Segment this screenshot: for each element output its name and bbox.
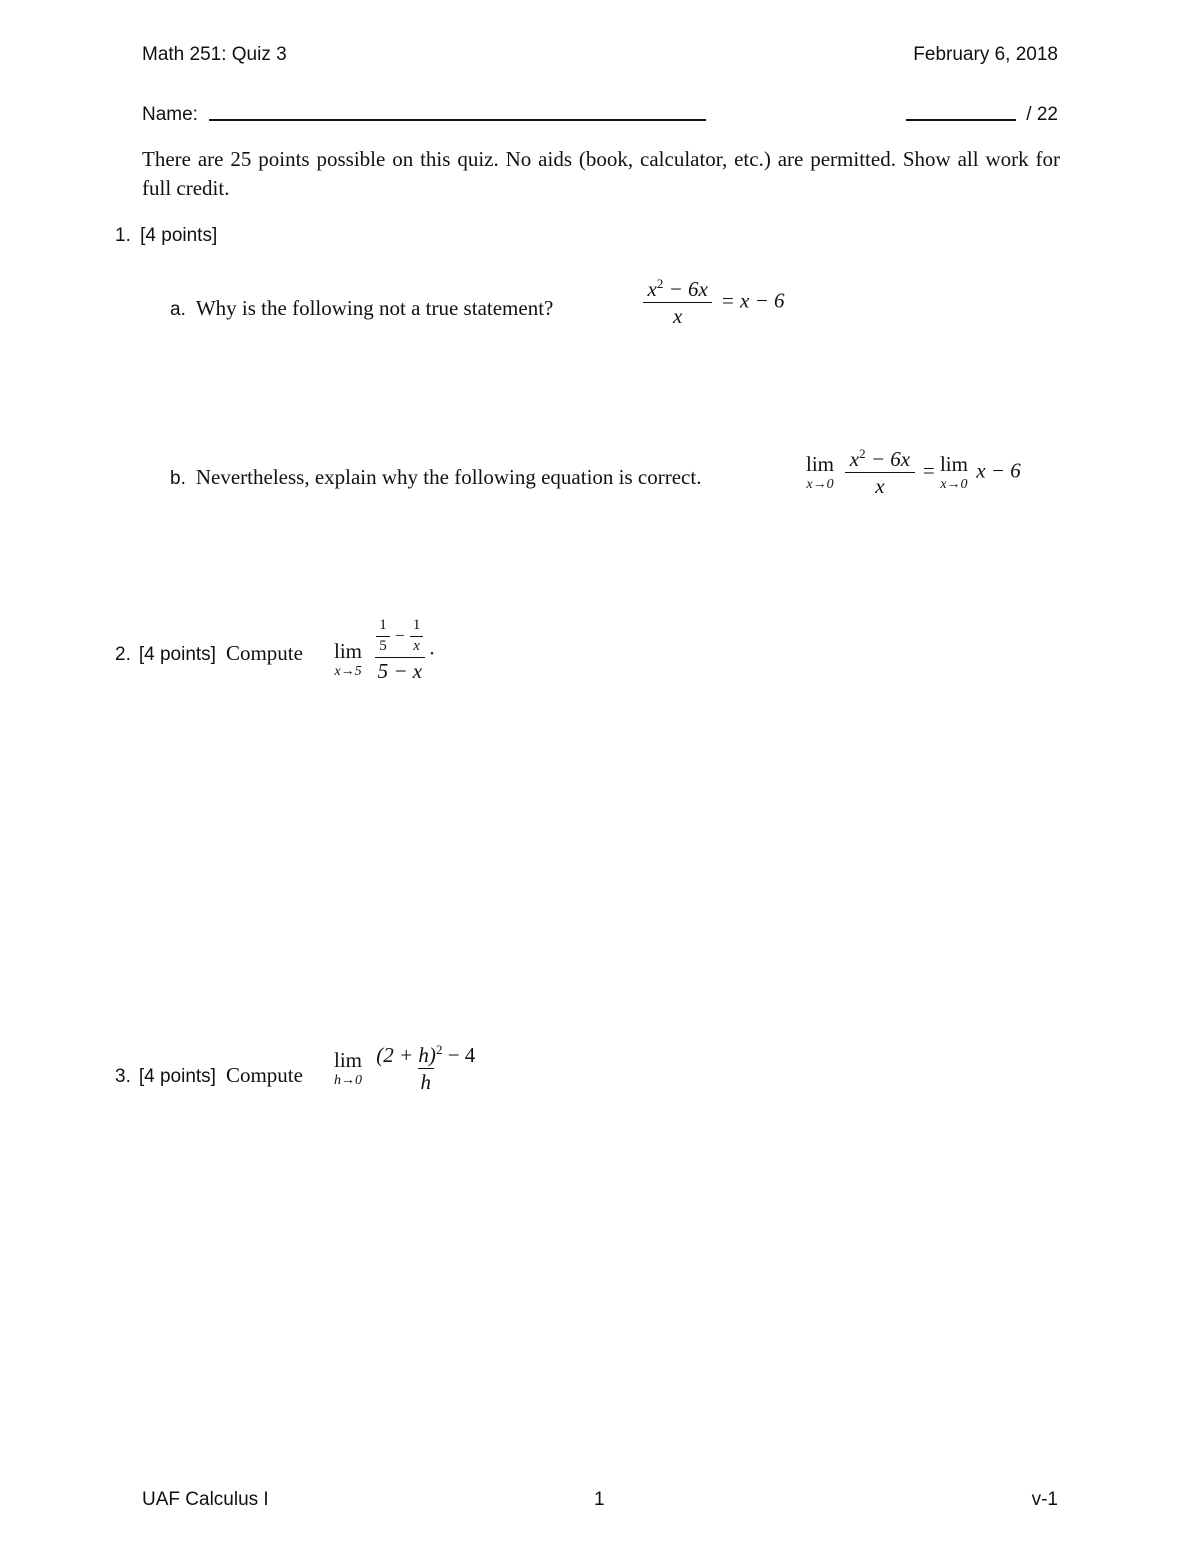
quiz-date: February 6, 2018 [913, 44, 1058, 65]
question-points: [4 points] [138, 644, 216, 665]
fraction: $\frac{x^2 - 6x}{x}$ [643, 278, 712, 327]
question-number: 3. [115, 1066, 131, 1087]
question-number: 2. [115, 644, 131, 665]
question-1a [170, 296, 553, 321]
question-2 [115, 641, 303, 666]
question-text: Compute [225, 641, 303, 665]
part-text: Nevertheless, explain why the following equation is correct. [195, 465, 702, 489]
question-1a-equation [640, 278, 785, 327]
question-points: [4 points] [138, 1066, 216, 1087]
name-blank-line[interactable] [209, 119, 706, 121]
question-text: Compute [225, 1063, 303, 1087]
fraction: $\frac{(2 + h)^2 - 4}{h}$ [376, 1042, 476, 1095]
name-label: Name: [142, 104, 198, 125]
footer-page-number: 1 [594, 1489, 605, 1510]
limit: lim x→5 [334, 638, 363, 679]
rhs: = x − 6 [720, 288, 785, 313]
part-label: a. [170, 299, 186, 320]
question-number: 1. [115, 225, 131, 246]
fraction: $\frac{x^2 - 6x}{x}$ [845, 448, 914, 497]
score-blank-line[interactable] [906, 119, 1016, 121]
question-1b [170, 465, 701, 490]
limit: lim x→0 [939, 451, 968, 492]
part-label: b. [170, 468, 186, 489]
question-3-expression [334, 1044, 481, 1093]
limit: lim x→0 [806, 451, 835, 492]
instructions: There are 25 points possible on this quiz. No aids (book, calculator, etc.) are permitted. Show all work for full credit. [142, 147, 1060, 200]
question-1b-equation: lim x→0 $\frac{x^2 - 6x}{x}$ = lim x→0 x − 6 [806, 446, 1021, 499]
fraction: $\frac{1}{5}$ − $\frac{1}{x}$ 5 − x [373, 618, 426, 682]
question-points: [4 points] [140, 225, 218, 246]
limit: lim h→0 [334, 1047, 363, 1088]
footer-version: v-1 [1031, 1489, 1058, 1510]
part-text: Why is the following not a true statement? [195, 296, 554, 320]
question-1-number [115, 225, 217, 247]
footer-course: UAF Calculus I [142, 1489, 269, 1510]
question-3 [115, 1063, 303, 1088]
question-2-expression: lim x→5 $\frac{1}{5}$ − $\frac{1}{x}$ 5 − x . [334, 617, 435, 683]
course-title: Math 251: Quiz 3 [142, 44, 287, 65]
score-total: / 22 [1026, 104, 1058, 125]
